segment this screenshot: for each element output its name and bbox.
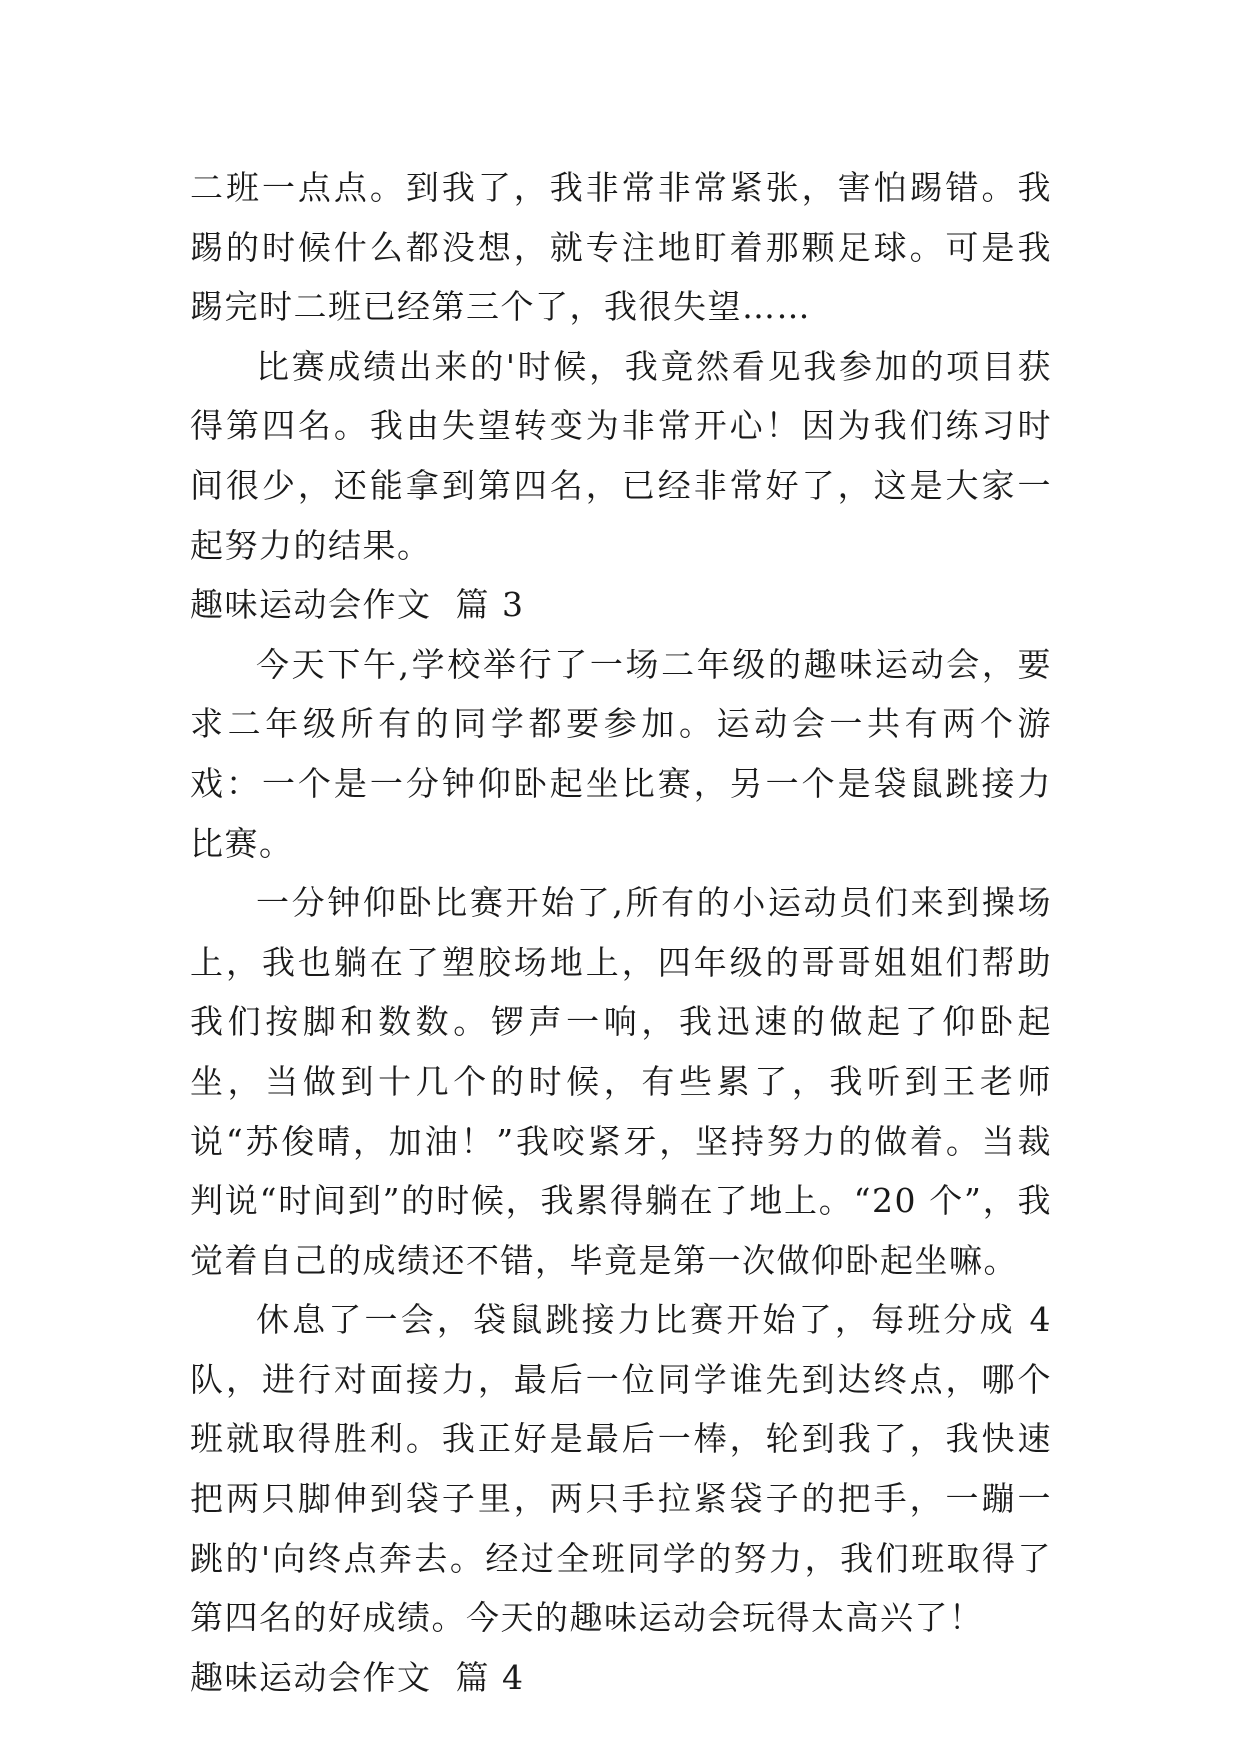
- paragraph-intro: 今天下午,学校举行了一场二年级的趣味运动会，要求二年级所有的同学都要参加。运动会一共有两个游戏：一个是一分钟仰卧起坐比赛，另一个是袋鼠跳接力比赛。: [190, 644, 1052, 863]
- paragraph-continued: 二班一点点。到我了，我非常非常紧张，害怕踢错。我踢的时候什么都没想，就专注地盯着那颗足球。可是我踢完时二班已经第三个了，我很失望……: [190, 168, 1052, 327]
- paragraph-results: 比赛成绩出来的'时候，我竟然看见我参加的项目获得第四名。我由失望转变为非常开心！因为我们练习时间很少，还能拿到第四名，已经非常好了，这是大家一起努力的结果。: [190, 346, 1052, 565]
- document-body: [190, 158, 1052, 1707]
- section-heading-3: 趣味运动会作文 篇 3: [190, 585, 525, 625]
- paragraph-kangaroo-relay: 休息了一会，袋鼠跳接力比赛开始了，每班分成 4 队，进行对面接力，最后一位同学谁先到达终点，哪个班就取得胜利。我正好是最后一棒，轮到我了，我快速把两只脚伸到袋子里，两只手拉紧袋子的把手，一蹦一跳的'向终点奔去。经过全班同学的努力，我们班取得了第四名的好成绩。今天的趣味运动会玩得太高兴了！: [190, 1300, 1052, 1638]
- section-heading-4: 趣味运动会作文 篇 4: [190, 1657, 525, 1697]
- paragraph-situps: 一分钟仰卧比赛开始了,所有的小运动员们来到操场上，我也躺在了塑胶场地上，四年级的哥哥姐姐们帮助我们按脚和数数。锣声一响，我迅速的做起了仰卧起坐，当做到十几个的时候，有些累了，我听到王老师说“苏俊晴，加油！”我咬紧牙，坚持努力的做着。当裁判说“时间到”的时候，我累得躺在了地上。“20 个”，我觉着自己的成绩还不错，毕竟是第一次做仰卧起坐嘛。: [190, 883, 1052, 1280]
